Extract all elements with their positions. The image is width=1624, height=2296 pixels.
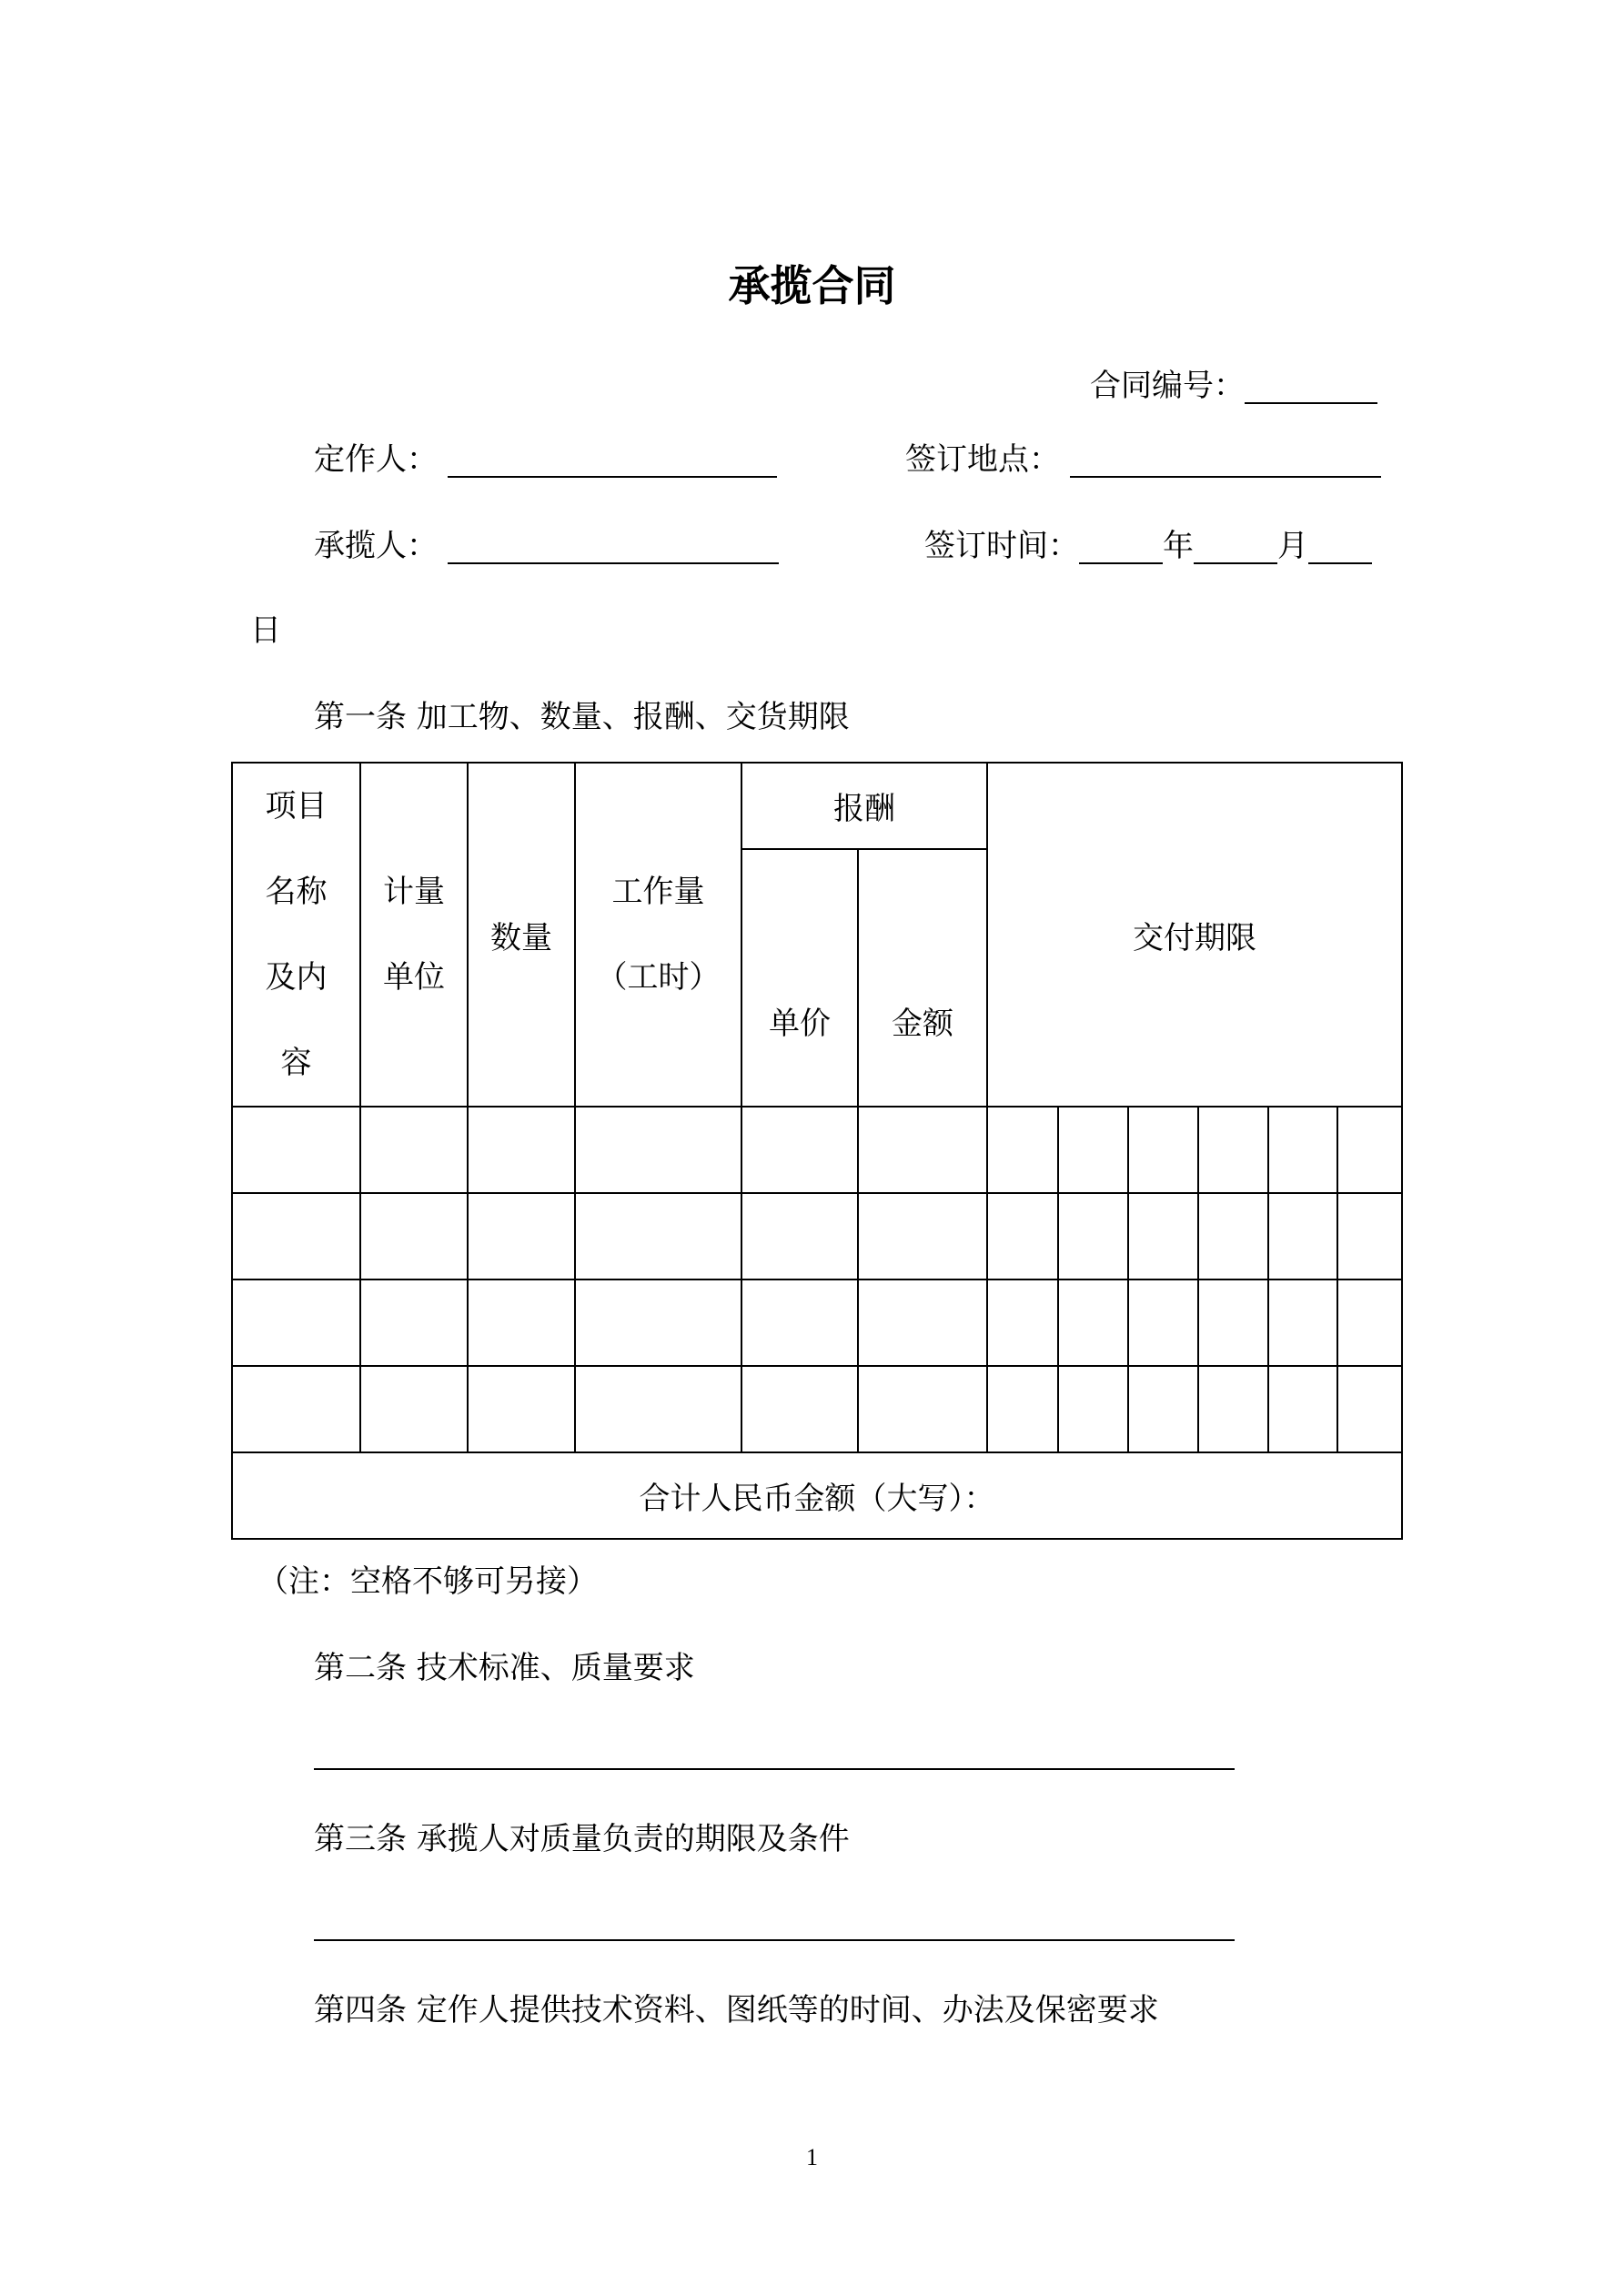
header-deadline: 交付期限 [987,763,1402,1107]
cell[interactable] [1198,1366,1268,1452]
header-item: 项目 名称 及内 容 [232,763,360,1107]
article-2: 第二条 技术标准、质量要求 [314,1650,695,1686]
cell[interactable] [1128,1107,1198,1193]
year-label: 年 [1163,528,1194,564]
cell[interactable] [1337,1193,1402,1279]
page-number: 1 [806,2144,818,2170]
header-unit-price: 单价 [741,849,858,1107]
month-label: 月 [1277,528,1308,564]
cell[interactable] [741,1107,858,1193]
cell[interactable] [1198,1107,1268,1193]
contract-number-blank[interactable] [1245,373,1377,404]
cell[interactable] [1268,1366,1337,1452]
header-quantity: 数量 [468,763,575,1107]
cell[interactable] [232,1366,360,1452]
cell[interactable] [575,1107,741,1193]
sign-place-label: 签订地点： [905,441,1060,478]
cell[interactable] [1058,1193,1128,1279]
article-3-blank[interactable] [314,1939,1235,1941]
year-blank[interactable] [1079,533,1163,564]
orderer-blank[interactable] [448,447,777,478]
header-payment: 报酬 [741,763,987,849]
cell[interactable] [1337,1366,1402,1452]
table-note: （注：空格不够可另接） [257,1563,598,1600]
cell[interactable] [858,1107,987,1193]
sign-time-label: 签订时间： [924,528,1079,564]
cell[interactable] [360,1107,468,1193]
day-label: 日 [250,612,281,649]
cell[interactable] [360,1366,468,1452]
cell[interactable] [1198,1193,1268,1279]
cell[interactable] [987,1107,1058,1193]
items-table [231,762,1403,1540]
day-blank[interactable] [1308,533,1372,564]
cell[interactable] [741,1279,858,1366]
article-1: 第一条 加工物、数量、报酬、交货期限 [314,699,850,735]
cell[interactable] [1268,1279,1337,1366]
article-2-blank[interactable] [314,1768,1235,1770]
contract-number-label: 合同编号： [1090,368,1245,404]
cell[interactable] [987,1193,1058,1279]
cell[interactable] [858,1279,987,1366]
table-row [232,1107,1402,1193]
cell[interactable] [360,1193,468,1279]
cell[interactable] [1337,1279,1402,1366]
cell[interactable] [1058,1366,1128,1452]
sign-place-blank[interactable] [1070,447,1381,478]
cell[interactable] [1337,1107,1402,1193]
sign-place-field [905,441,1381,478]
cell[interactable] [1268,1193,1337,1279]
cell[interactable] [468,1366,575,1452]
cell[interactable] [741,1193,858,1279]
header-unit: 计量 单位 [360,763,468,1107]
cell[interactable] [987,1279,1058,1366]
header-amount: 金额 [858,849,987,1107]
cell[interactable] [1128,1193,1198,1279]
cell[interactable] [575,1279,741,1366]
document-title: 承揽合同 [728,261,896,310]
cell[interactable] [1268,1107,1337,1193]
cell[interactable] [232,1193,360,1279]
contractor-blank[interactable] [448,533,779,564]
orderer-field [314,441,777,478]
cell[interactable] [858,1193,987,1279]
cell[interactable] [232,1279,360,1366]
contract-number [1090,368,1377,404]
cell[interactable] [858,1366,987,1452]
cell[interactable] [468,1279,575,1366]
table-row [232,1279,1402,1366]
cell[interactable] [575,1193,741,1279]
month-blank[interactable] [1194,533,1277,564]
contractor-field [314,528,779,564]
cell[interactable] [987,1366,1058,1452]
cell[interactable] [232,1107,360,1193]
cell[interactable] [360,1279,468,1366]
cell[interactable] [1128,1366,1198,1452]
cell[interactable] [1058,1279,1128,1366]
table-row [232,1193,1402,1279]
cell[interactable] [1198,1279,1268,1366]
header-workload: 工作量 （工时） [575,763,741,1107]
cell[interactable] [468,1107,575,1193]
article-4: 第四条 定作人提供技术资料、图纸等的时间、办法及保密要求 [314,1992,1159,2028]
cell[interactable] [741,1366,858,1452]
cell[interactable] [468,1193,575,1279]
orderer-label: 定作人： [314,441,438,478]
cell[interactable] [1058,1107,1128,1193]
cell[interactable] [1128,1279,1198,1366]
contractor-label: 承揽人： [314,528,438,564]
table-row [232,1366,1402,1452]
total-amount-row[interactable]: 合计人民币金额（大写）： [232,1452,1402,1539]
article-3: 第三条 承揽人对质量负责的期限及条件 [314,1821,850,1857]
sign-time-field [924,528,1372,564]
cell[interactable] [575,1366,741,1452]
